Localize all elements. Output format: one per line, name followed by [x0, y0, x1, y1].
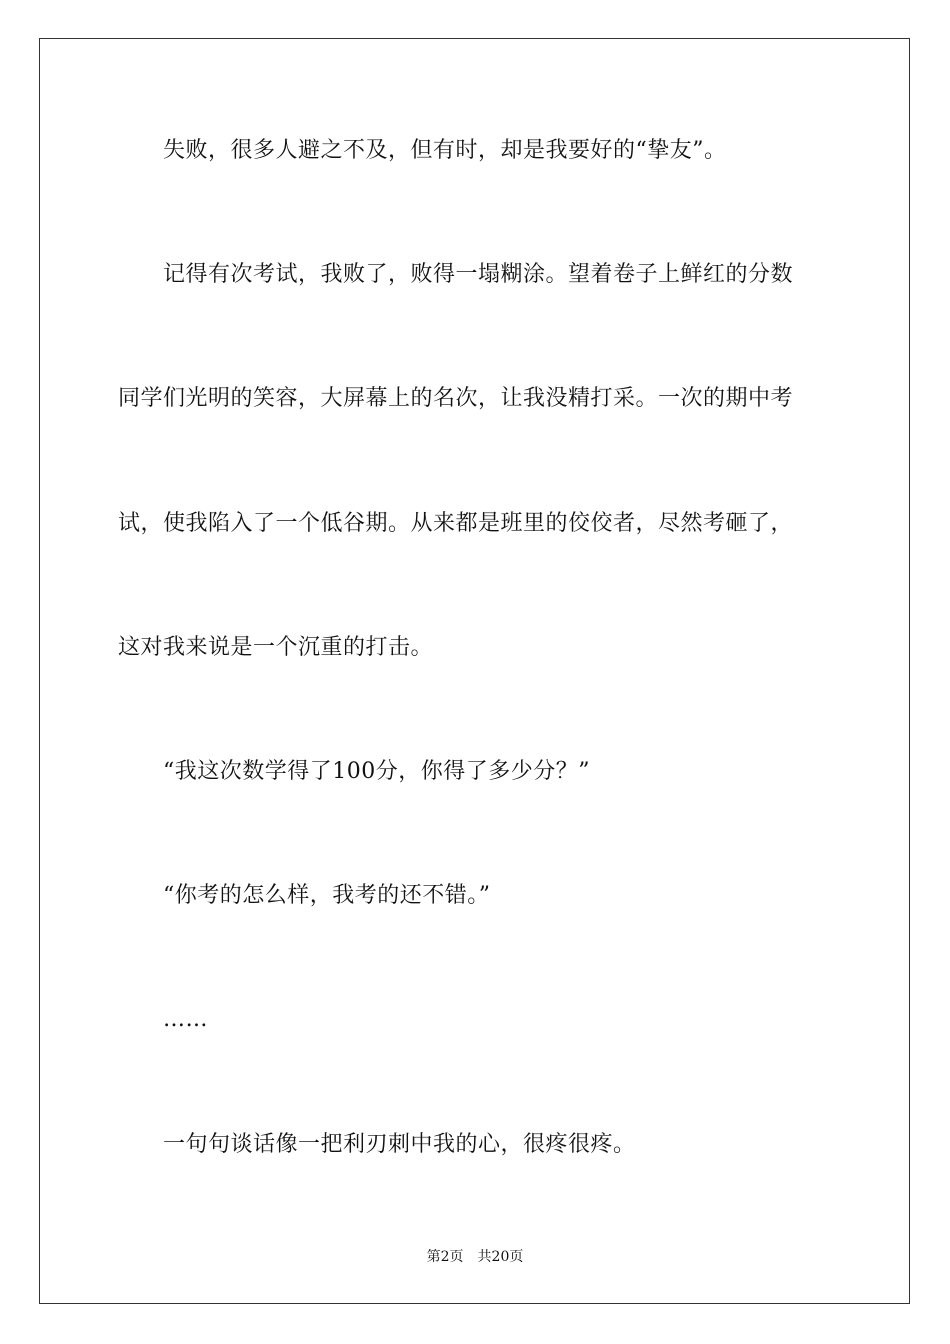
dialogue-line-1: “我这次数学得了100分，你得了多少分？” [163, 759, 590, 784]
page-number: 第2页 [426, 1249, 464, 1265]
paragraph-line-2: 记得有次考试，我败了，败得一塌糊涂。望着卷子上鲜红的分数 [163, 262, 794, 287]
paragraph-line-1: 失败，很多人避之不及，但有时，却是我要好的“挚友”。 [163, 138, 727, 163]
dialogue-line-2: “你考的怎么样，我考的还不错。” [163, 883, 491, 908]
page-footer [0, 1248, 950, 1266]
paragraph-line-4: 试，使我陷入了一个低谷期。从来都是班里的佼佼者，尽然考砸了， [118, 511, 794, 536]
paragraph-line-3: 同学们光明的笑容，大屏幕上的名次，让我没精打采。一次的期中考 [118, 386, 794, 411]
page-border [39, 38, 910, 1304]
paragraph-line-6: 一句句谈话像一把利刃刺中我的心，很疼很疼。 [163, 1132, 636, 1157]
total-pages: 共20页 [477, 1249, 524, 1265]
ellipsis-line: …… [163, 1007, 208, 1032]
paragraph-line-5: 这对我来说是一个沉重的打击。 [118, 635, 434, 660]
